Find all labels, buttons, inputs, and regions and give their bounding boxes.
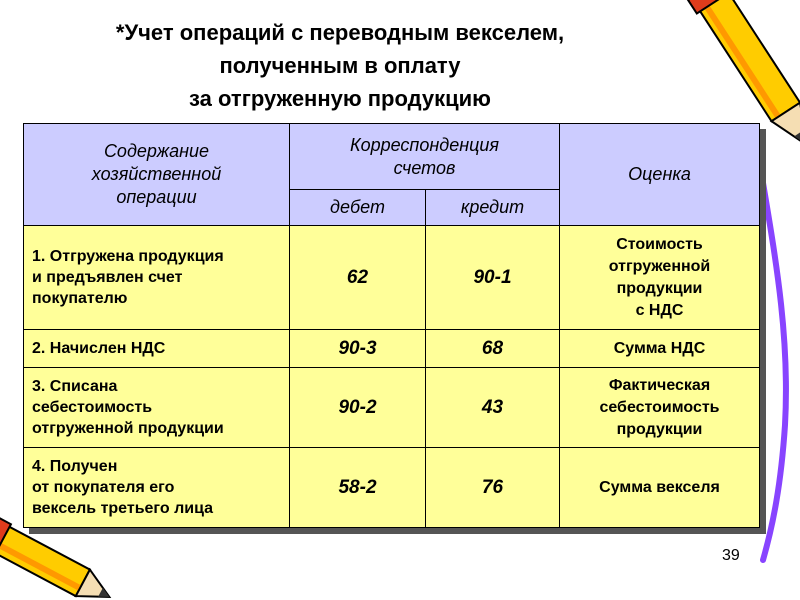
title-line: за отгруженную продукцию bbox=[189, 86, 491, 111]
row-credit: 76 bbox=[426, 448, 560, 528]
row-evaluation: Сумма НДС bbox=[560, 330, 760, 368]
table-row bbox=[24, 448, 760, 528]
table-row bbox=[24, 368, 760, 448]
table-row bbox=[24, 226, 760, 330]
row-evaluation: Фактическая себестоимость продукции bbox=[560, 368, 760, 448]
row-credit: 68 bbox=[426, 330, 560, 368]
row-evaluation: Стоимость отгруженной продукции с НДС bbox=[560, 226, 760, 330]
slide-title bbox=[40, 16, 640, 115]
row-debit: 90-3 bbox=[290, 330, 426, 368]
header-debit: дебет bbox=[290, 190, 426, 226]
row-description: 1. Отгружена продукция и предъявлен счет покупателю bbox=[24, 226, 290, 330]
header-evaluation: Оценка bbox=[560, 124, 760, 226]
header-content: Содержание хозяйственной операции bbox=[24, 124, 290, 226]
row-description: 2. Начислен НДС bbox=[24, 330, 290, 368]
title-line: полученным в оплату bbox=[219, 53, 461, 78]
row-description: 3. Списана себестоимость отгруженной продукции bbox=[24, 368, 290, 448]
row-debit: 62 bbox=[290, 226, 426, 330]
operations-table bbox=[23, 123, 760, 528]
row-description: 4. Получен от покупателя его вексель третьего лица bbox=[24, 448, 290, 528]
header-correspondence: Корреспонденция счетов bbox=[290, 124, 560, 190]
row-debit: 90-2 bbox=[290, 368, 426, 448]
row-evaluation: Сумма векселя bbox=[560, 448, 760, 528]
row-credit: 43 bbox=[426, 368, 560, 448]
title-line: *Учет операций с переводным векселем, bbox=[115, 20, 565, 45]
table-row bbox=[24, 330, 760, 368]
swoosh-icon bbox=[755, 165, 800, 565]
row-debit: 58-2 bbox=[290, 448, 426, 528]
page-number: 39 bbox=[722, 547, 740, 564]
row-credit: 90-1 bbox=[426, 226, 560, 330]
header-credit: кредит bbox=[426, 190, 560, 226]
